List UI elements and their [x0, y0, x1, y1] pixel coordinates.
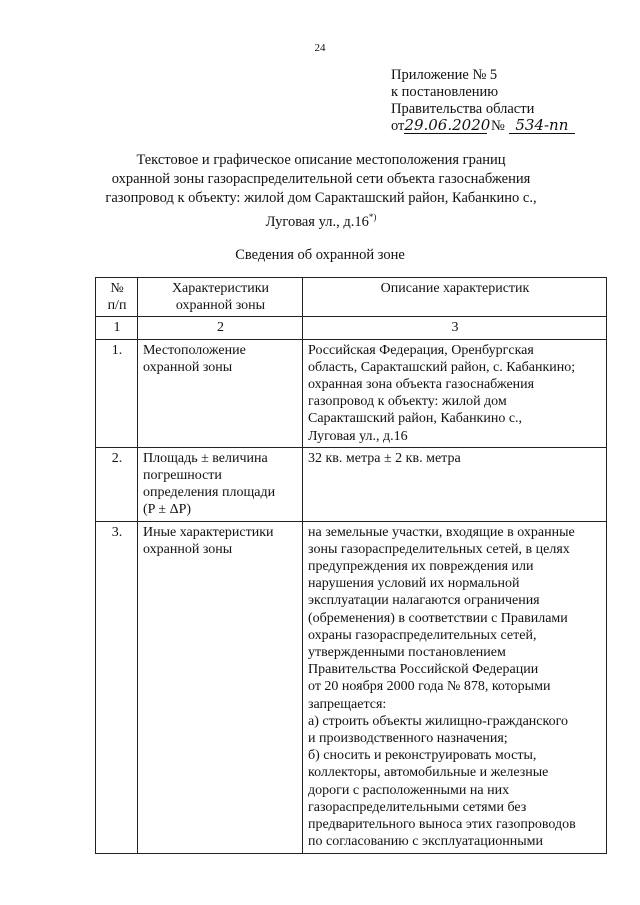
appendix-line-resolution: к постановлению — [391, 84, 499, 100]
column-index: 2 — [138, 317, 303, 339]
number-label: № — [491, 118, 505, 134]
cell-line: зоны газораспределительных сетей, в целях — [308, 541, 570, 557]
cell-line: 32 кв. метра ± 2 кв. метра — [308, 450, 461, 466]
appendix-line-government: Правительства области — [391, 101, 535, 117]
appendix-date-line — [391, 118, 575, 135]
cell-line: Местоположение — [143, 342, 246, 358]
cell-line: охранной зоны — [143, 541, 233, 557]
header-description — [303, 278, 607, 317]
row-description — [303, 521, 607, 853]
cell-line: Правительства Российской Федерации — [308, 662, 539, 678]
title-line: охранной зоны газораспределительной сети объекта газоснабжения — [111, 171, 531, 187]
cell-line: от 20 ноября 2000 года № 878, которыми — [308, 679, 551, 695]
cell-line: (обременения) в соответствии с Правилами — [308, 610, 568, 626]
cell-line: охранной зоны — [143, 359, 233, 375]
cell-line: Площадь ± величина — [143, 450, 268, 466]
cell-line: область, Саракташский район, с. Кабанкино; — [308, 359, 576, 375]
cell-line: на земельные участки, входящие в охранные — [308, 524, 575, 540]
handwritten-date: 29.06.2020 — [404, 116, 491, 134]
cell-line: а) строить объекты жилищно-гражданского — [308, 713, 568, 729]
document-title — [90, 151, 552, 232]
handwritten-number: 534-пп — [509, 118, 575, 134]
row-number: 2. — [96, 447, 138, 521]
cell-line: охраны газораспределительных сетей, — [308, 627, 537, 643]
footnote-mark: *) — [368, 212, 377, 222]
cell-line: предупреждения их повреждения или — [308, 559, 534, 575]
cell-line: и производственного назначения; — [308, 731, 508, 747]
row-characteristic — [138, 447, 303, 521]
cell-line: погрешности — [143, 468, 222, 484]
cell-line: (P ± ΔP) — [143, 502, 192, 518]
title-line — [90, 208, 552, 232]
header-text: Характеристики — [171, 281, 270, 296]
cell-line: утвержденными постановлением — [308, 645, 506, 661]
cell-line: коллекторы, автомобильные и железные — [308, 765, 549, 781]
cell-line: дороги с расположенными на них — [308, 782, 510, 798]
header-characteristics — [138, 278, 303, 317]
cell-line: газопровод к объекту: жилой дом — [308, 394, 507, 410]
row-description — [303, 339, 607, 447]
column-index: 1 — [96, 317, 138, 339]
appendix-title: Приложение № 5 — [391, 67, 498, 83]
column-index-row — [96, 317, 607, 339]
appendix-block — [391, 67, 575, 135]
cell-line: определения площади — [143, 485, 276, 501]
title-line: Текстовое и графическое описание местоположения границ — [136, 152, 506, 168]
cell-line: охранная зона объекта газоснабжения — [308, 377, 535, 393]
cell-line: нарушения условий их нормальной — [308, 576, 520, 592]
header-num — [96, 278, 138, 317]
row-number: 1. — [96, 339, 138, 447]
cell-line: б) сносить и реконструировать мосты, — [308, 748, 537, 764]
cell-line: газораспределительными сетями без — [308, 799, 527, 815]
title-address-end: Луговая ул., д.16 — [265, 213, 369, 230]
column-index: 3 — [303, 317, 607, 339]
cell-line: запрещается: — [308, 696, 387, 712]
header-text: охранной зоны — [175, 298, 266, 314]
section-title: Сведения об охранной зоне — [235, 247, 405, 263]
header-text: п/п — [107, 298, 127, 314]
header-text: Описание характеристик — [380, 281, 530, 296]
row-number: 3. — [96, 521, 138, 853]
protection-zone-table — [95, 277, 607, 854]
table-row — [96, 521, 607, 853]
cell-line: Луговая ул., д.16 — [308, 428, 408, 444]
cell-line: по согласованию с эксплуатационными — [308, 834, 543, 850]
table-row — [96, 447, 607, 521]
header-text: № — [110, 281, 124, 296]
cell-line: эксплуатации налагаются ограничения — [308, 593, 540, 609]
row-characteristic — [138, 339, 303, 447]
cell-line: Российская Федерация, Оренбургская — [308, 342, 534, 358]
table-row — [96, 339, 607, 447]
row-characteristic — [138, 521, 303, 853]
row-description — [303, 447, 607, 521]
page-number: 24 — [314, 42, 326, 54]
title-line: газопровод к объекту: жилой дом Саракташский район, Кабанкино с., — [105, 190, 537, 206]
cell-line: Саракташский район, Кабанкино с., — [308, 411, 523, 427]
cell-line: предварительного выноса этих газопроводов — [308, 817, 576, 833]
from-label: от — [391, 118, 405, 134]
table-header-row — [96, 278, 607, 317]
cell-line: Иные характеристики — [143, 524, 274, 540]
